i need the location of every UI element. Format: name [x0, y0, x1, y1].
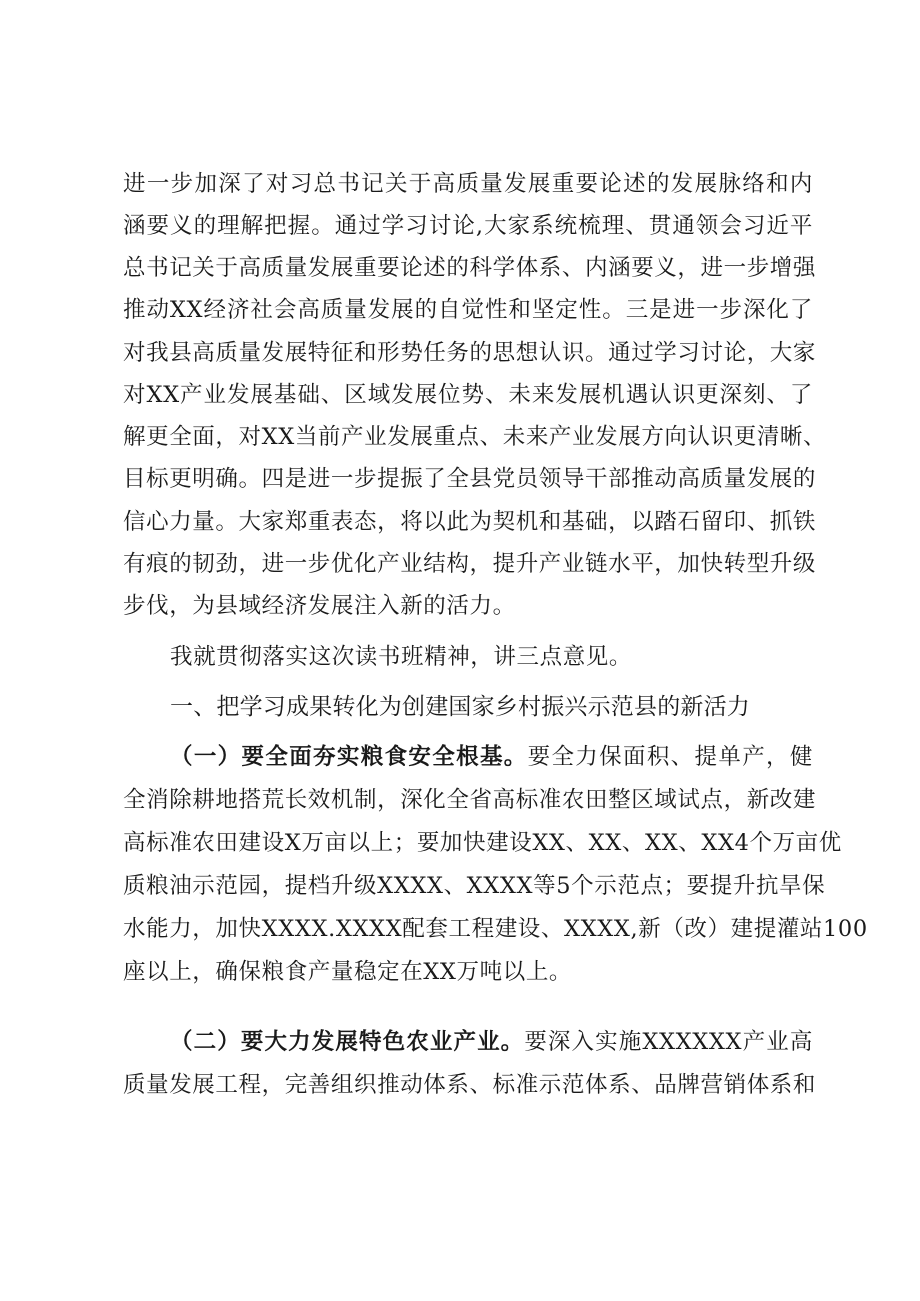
body-text-line: 对我县高质量发展特征和形势任务的思想认识。通过学习讨论，大家	[123, 340, 817, 366]
body-text-line: 全消除耕地搭荒长效机制，深化全省高标准农田整区域试点，新改建	[123, 787, 817, 813]
body-text-line: 质粮油示范园，提档升级XXXX、XXXX等5个示范点；要提升抗旱保	[123, 873, 826, 899]
body-text-line: 涵要义的理解把握。通过学习讨论,大家系统梳理、贯通领会习近平	[123, 213, 813, 239]
section-heading: 一、把学习成果转化为创建国家乡村振兴示范县的新活力	[170, 694, 750, 720]
subsection-text: 要深入实施XXXXXX产业高	[524, 1029, 813, 1055]
subsection-title: （一）要全面夯实粮食安全根基。	[170, 744, 528, 770]
body-text-line: 高标准农田建设X万亩以上；要加快建设XX、XX、XX、XX4个万亩优	[123, 830, 842, 856]
body-text-line: 质量发展工程，完善组织推动体系、标准示范体系、品牌营销体系和	[123, 1072, 817, 1098]
body-text-line: 信心力量。大家郑重表态，将以此为契机和基础，以踏石留印、抓铁	[123, 509, 817, 535]
body-text-line: 座以上，确保粮食产量稳定在XX万吨以上。	[123, 959, 573, 985]
body-text-line: 有痕的韧劲，进一步优化产业结构，提升产业链水平，加快转型升级	[123, 551, 817, 577]
body-text-line: 步伐，为县域经济发展注入新的活力。	[123, 593, 516, 619]
body-text-line: 推动XX经济社会高质量发展的自觉性和坚定性。三是进一步深化了	[123, 297, 813, 323]
body-text-line: 水能力，加快XXXX.XXXX配套工程建设、XXXX,新（改）建提灌站100	[123, 916, 868, 942]
body-text-line: 进一步加深了对习总书记关于高质量发展重要论述的发展脉络和内	[123, 171, 813, 197]
body-text-line: 解更全面，对XX当前产业发展重点、未来产业发展方向认识更清晰、	[123, 424, 827, 450]
subsection-first-line	[170, 1022, 813, 1062]
subsection-text: 要全力保面积、提单产，健	[527, 744, 813, 770]
subsection-title: （二）要大力发展特色农业产业。	[170, 1029, 525, 1055]
subsection-first-line	[170, 737, 813, 777]
body-text-line: 总书记关于高质量发展重要论述的科学体系、内涵要义，进一步增强	[123, 255, 817, 281]
body-text-line: 目标更明确。四是进一步提振了全县党员领导干部推动高质量发展的	[123, 466, 817, 492]
intro-sentence: 我就贯彻落实这次读书班精神，讲三点意见。	[170, 644, 633, 670]
body-text-line: 对XX产业发展基础、区域发展位势、未来发展机遇认识更深刻、了	[123, 382, 813, 408]
